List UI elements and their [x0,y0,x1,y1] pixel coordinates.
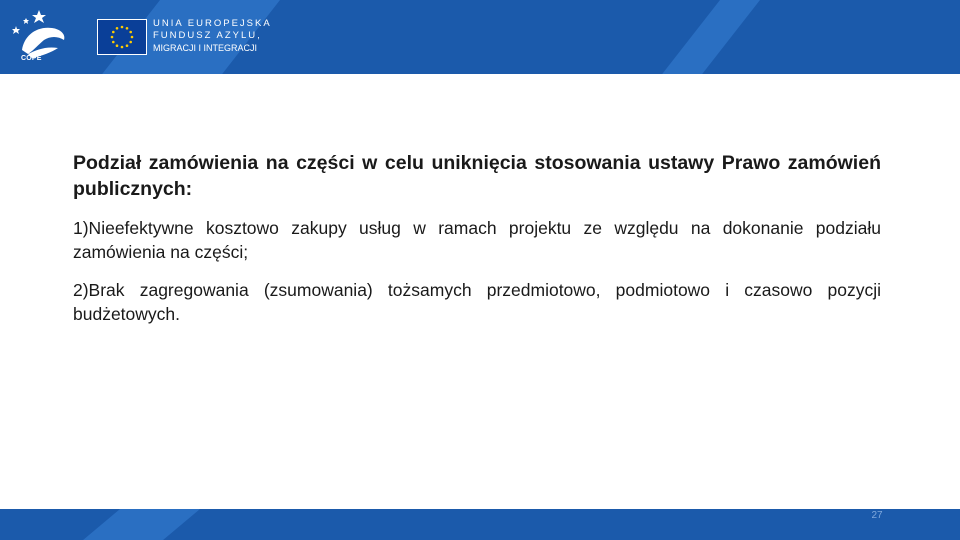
eu-flag-icon [97,19,147,55]
header-band [0,0,960,74]
header-stripe-decoration [662,0,760,74]
eu-label-line: FUNDUSZ AZYLU, [153,30,262,41]
eu-label-line: MIGRACJI I INTEGRACJI [153,43,258,53]
footer-stripe-decoration [83,509,200,540]
slide-content [73,150,881,340]
list-item: 1)Nieefektywne kosztowo zakupy usług w ramach projektu ze względu na dokonanie podziału zamówienia na części; [73,218,881,262]
page-number: 27 [871,510,883,521]
eu-label-line: UNIA EUROPEJSKA [153,18,272,29]
footer-band [0,509,960,540]
list-item: 2)Brak zagregowania (zsumowania) tożsamych przedmiotowo, podmiotowo i czasowo pozycji budżetowych. [73,280,881,324]
eu-fund-label [153,18,272,54]
slide-title: Podział zamówienia na części w celu uniknięcia stosowania ustawy Prawo zamówień publicznych: [73,152,881,200]
logo-text: COPE [21,55,42,62]
